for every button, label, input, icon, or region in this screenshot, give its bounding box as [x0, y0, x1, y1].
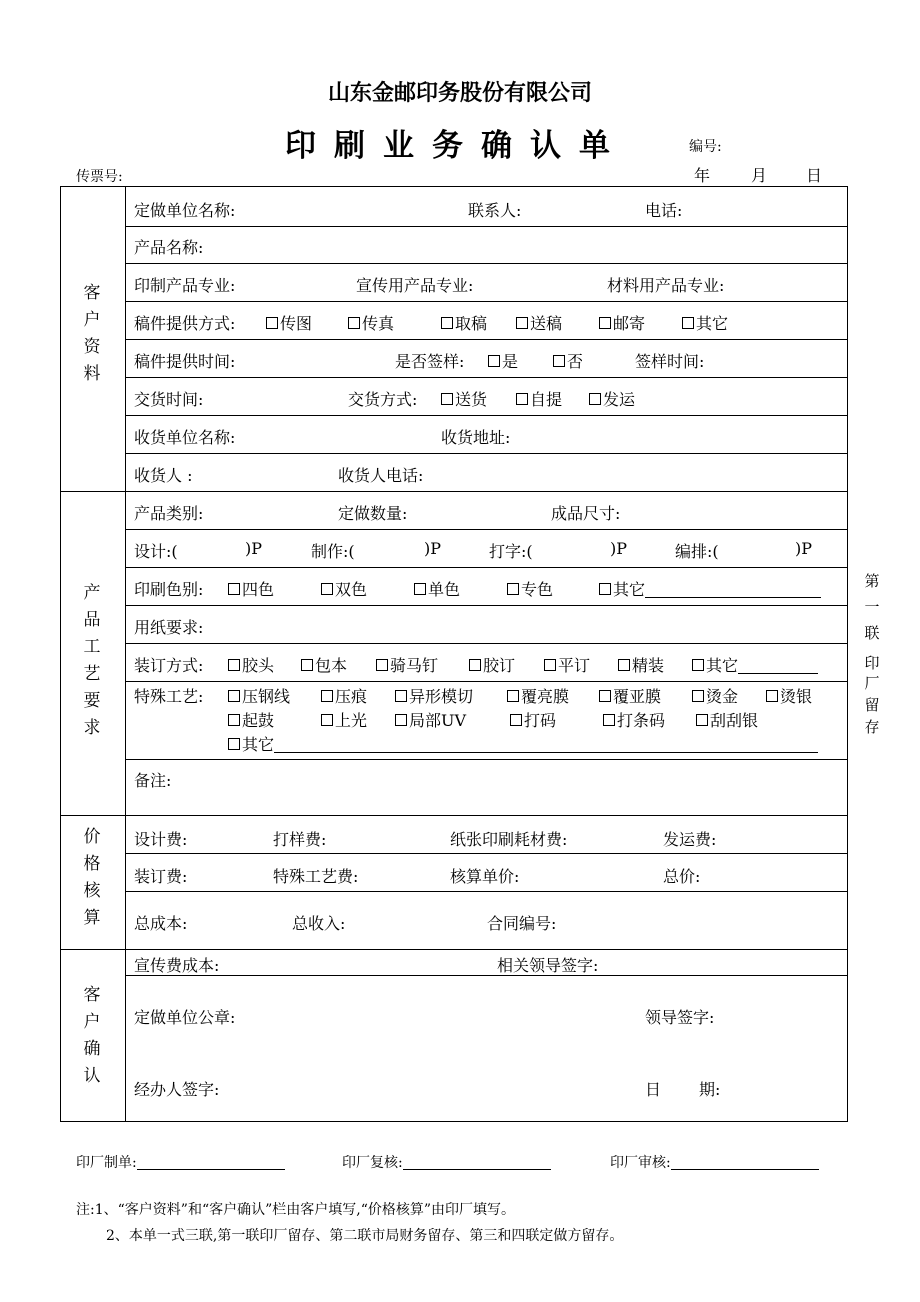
- label-total-price: 总价:: [663, 867, 701, 886]
- option-label: 局部UV: [409, 711, 467, 730]
- row-line: [125, 975, 848, 976]
- fill-line: [274, 736, 818, 753]
- footer-note-1: 注:1、“客户资料”和“客户确认”栏由客户填写,“价格核算”由印厂填写。: [76, 1202, 516, 1218]
- side-note-5: 留: [864, 696, 880, 714]
- checkbox-delivery-2[interactable]: [589, 387, 635, 410]
- serial-label: 编号:: [689, 139, 722, 155]
- label-unit-seal: 定做单位公章:: [134, 1008, 236, 1027]
- p-suffix: )P: [795, 539, 813, 558]
- p-suffix: )P: [610, 539, 628, 558]
- checkbox-special-2[interactable]: [395, 684, 473, 707]
- fill-line: [738, 657, 818, 674]
- option-label: 打条码: [617, 711, 666, 730]
- label-layout: 编排:(: [675, 542, 719, 561]
- option-label: 压痕: [335, 687, 368, 706]
- footer-maker-label: 印厂制单:: [76, 1155, 137, 1171]
- checkbox-icon: [441, 393, 453, 405]
- checkbox-color-2[interactable]: [414, 577, 460, 600]
- label-ship-fee: 发运费:: [663, 830, 717, 849]
- option-label: 胶头: [242, 656, 275, 675]
- option-label: 胶订: [483, 656, 516, 675]
- signature-line: [137, 1153, 285, 1170]
- checkbox-color-1[interactable]: [321, 577, 367, 600]
- checkbox-icon: [510, 714, 522, 726]
- checkbox-icon: [395, 690, 407, 702]
- checkbox-icon: [321, 690, 333, 702]
- checkbox-icon: [228, 583, 240, 595]
- checkbox-draft-2[interactable]: [441, 311, 487, 334]
- option-label: 平订: [558, 656, 591, 675]
- footer-reviewer: [342, 1152, 551, 1172]
- label-date-day: 日: [645, 1080, 662, 1099]
- label-draft-method: 稿件提供方式:: [134, 314, 236, 333]
- option-label: 包本: [315, 656, 348, 675]
- side-note-3: 印: [864, 654, 880, 672]
- label-contact: 联系人:: [468, 201, 522, 220]
- label-receiver: 收货人 :: [134, 466, 193, 485]
- signature-line: [403, 1153, 551, 1170]
- checkbox-special-9[interactable]: [395, 708, 466, 731]
- section-line: [60, 949, 848, 950]
- checkbox-color-4[interactable]: [599, 577, 821, 600]
- section-divider: [125, 186, 126, 1122]
- option-label: 打码: [524, 711, 557, 730]
- section-price-calc: 价格核算: [83, 827, 101, 928]
- option-label: 烫金: [706, 687, 739, 706]
- checkbox-icon: [441, 317, 453, 329]
- label-category: 产品类别:: [134, 504, 204, 523]
- checkbox-icon: [692, 659, 704, 671]
- checkbox-icon: [228, 714, 240, 726]
- label-date-period: 期:: [699, 1080, 721, 1099]
- side-note-6: 存: [864, 718, 880, 736]
- label-draft-time: 稿件提供时间:: [134, 352, 236, 371]
- option-label: 其它: [613, 580, 646, 599]
- checkbox-special-12[interactable]: [696, 708, 758, 731]
- checkbox-icon: [682, 317, 694, 329]
- checkbox-binding-0[interactable]: [228, 653, 274, 676]
- checkbox-icon: [507, 583, 519, 595]
- option-label: 传图: [280, 314, 313, 333]
- company-name: 山东金邮印务股份有限公司: [327, 81, 592, 106]
- label-receiver-address: 收货地址:: [441, 428, 511, 447]
- row-line: [125, 529, 848, 530]
- checkbox-icon: [589, 393, 601, 405]
- row-line: [125, 453, 848, 454]
- checkbox-binding-5[interactable]: [618, 653, 664, 676]
- checkbox-icon: [228, 690, 240, 702]
- label-material-product: 材料用产品专业:: [607, 276, 725, 295]
- label-design-fee: 设计费:: [134, 830, 188, 849]
- checkbox-icon: [544, 659, 556, 671]
- option-label: 异形模切: [409, 687, 474, 706]
- checkbox-icon: [766, 690, 778, 702]
- checkbox-icon: [228, 659, 240, 671]
- checkbox-special-10[interactable]: [510, 708, 556, 731]
- option-label: 骑马钉: [390, 656, 439, 675]
- form-title: 印刷业务确认单: [285, 128, 628, 164]
- row-line: [125, 853, 848, 854]
- option-label: 传真: [362, 314, 395, 333]
- label-contract-no: 合同编号:: [487, 914, 557, 933]
- side-note-2: 联: [864, 624, 880, 642]
- label-binding-fee: 装订费:: [134, 867, 188, 886]
- checkbox-icon: [599, 317, 611, 329]
- checkbox-special-4[interactable]: [599, 684, 661, 707]
- row-line: [125, 263, 848, 264]
- checkbox-sample-yes[interactable]: [488, 349, 518, 372]
- row-line: [125, 681, 848, 682]
- label-delivery-method: 交货方式:: [348, 390, 418, 409]
- label-delivery-time: 交货时间:: [134, 390, 204, 409]
- label-quantity: 定做数量:: [338, 504, 408, 523]
- option-label: 覆亮膜: [521, 687, 570, 706]
- checkbox-icon: [507, 690, 519, 702]
- checkbox-icon: [516, 317, 528, 329]
- option-label: 自提: [530, 390, 563, 409]
- label-promo-product: 宣传用产品专业:: [356, 276, 474, 295]
- checkbox-icon: [376, 659, 388, 671]
- checkbox-icon: [266, 317, 278, 329]
- label-unit-price: 核算单价:: [450, 867, 520, 886]
- option-label: 发运: [603, 390, 636, 409]
- option-label: 取稿: [455, 314, 488, 333]
- checkbox-binding-2[interactable]: [376, 653, 438, 676]
- checkbox-icon: [469, 659, 481, 671]
- checkbox-binding-3[interactable]: [469, 653, 515, 676]
- checkbox-color-0[interactable]: [228, 577, 274, 600]
- label-paper-fee: 纸张印刷耗材费:: [450, 830, 568, 849]
- label-unit-name: 定做单位名称:: [134, 201, 236, 220]
- checkbox-icon: [228, 738, 240, 750]
- checkbox-icon: [321, 583, 333, 595]
- checkbox-special-8[interactable]: [321, 708, 367, 731]
- signature-line: [671, 1153, 819, 1170]
- footer-maker: [76, 1152, 285, 1172]
- row-line: [125, 643, 848, 644]
- checkbox-icon: [414, 583, 426, 595]
- label-total-cost: 总成本:: [134, 914, 188, 933]
- label-phone: 电话:: [645, 201, 683, 220]
- section-line: [60, 491, 848, 492]
- option-label: 压钢线: [242, 687, 291, 706]
- label-paper: 用纸要求:: [134, 618, 204, 637]
- option-label: 覆亚膜: [613, 687, 662, 706]
- checkbox-icon: [553, 355, 565, 367]
- side-note-1: 一: [864, 598, 880, 616]
- row-line: [125, 301, 848, 302]
- p-suffix: )P: [245, 539, 263, 558]
- footer-reviewer-label: 印厂复核:: [342, 1155, 403, 1171]
- option-label: 其它: [706, 656, 739, 675]
- label-handler-sign: 经办人签字:: [134, 1080, 220, 1099]
- date-month: 月: [751, 166, 768, 185]
- footer-auditor-label: 印厂审核:: [610, 1155, 671, 1171]
- checkbox-special-5[interactable]: [692, 684, 738, 707]
- row-line: [125, 567, 848, 568]
- side-note-0: 第: [864, 572, 880, 590]
- option-label: 否: [567, 352, 584, 371]
- label-remark: 备注:: [134, 771, 172, 790]
- label-product-name: 产品名称:: [134, 238, 204, 257]
- checkbox-icon: [516, 393, 528, 405]
- row-line: [125, 891, 848, 892]
- section-customer-info: 客户资料: [83, 283, 101, 384]
- label-binding: 装订方式:: [134, 656, 204, 675]
- label-leader-sign-related: 相关领导签字:: [497, 956, 599, 975]
- label-typing: 打字:(: [489, 542, 533, 561]
- date-day: 日: [806, 166, 823, 185]
- option-label: 烫银: [780, 687, 813, 706]
- row-line: [125, 377, 848, 378]
- option-label: 单色: [428, 580, 461, 599]
- option-label: 其它: [696, 314, 729, 333]
- side-note-4: 厂: [864, 674, 880, 692]
- label-total-income: 总收入:: [292, 914, 346, 933]
- label-design: 设计:(: [134, 542, 178, 561]
- checkbox-icon: [618, 659, 630, 671]
- option-label: 双色: [335, 580, 368, 599]
- row-line: [125, 339, 848, 340]
- checkbox-icon: [301, 659, 313, 671]
- checkbox-delivery-0[interactable]: [441, 387, 487, 410]
- checkbox-special-6[interactable]: [766, 684, 812, 707]
- checkbox-draft-1[interactable]: [348, 311, 394, 334]
- checkbox-special-1[interactable]: [321, 684, 367, 707]
- option-label: 起鼓: [242, 711, 275, 730]
- label-color: 印刷色别:: [134, 580, 204, 599]
- checkbox-icon: [692, 690, 704, 702]
- section-customer-confirm: 客户确认: [83, 985, 101, 1086]
- checkbox-draft-3[interactable]: [516, 311, 562, 334]
- label-leader-sign: 领导签字:: [645, 1008, 715, 1027]
- checkbox-sample-no[interactable]: [553, 349, 583, 372]
- row-line: [125, 415, 848, 416]
- checkbox-special-11[interactable]: [603, 708, 665, 731]
- checkbox-icon: [599, 690, 611, 702]
- ticket-label: 传票号:: [76, 169, 123, 185]
- row-line: [125, 605, 848, 606]
- checkbox-icon: [348, 317, 360, 329]
- checkbox-binding-1[interactable]: [301, 653, 347, 676]
- checkbox-special-7[interactable]: [228, 708, 274, 731]
- checkbox-binding-6[interactable]: [692, 653, 818, 676]
- option-label: 专色: [521, 580, 554, 599]
- checkbox-draft-0[interactable]: [266, 311, 312, 334]
- checkbox-special-other[interactable]: [228, 732, 818, 755]
- label-make: 制作:(: [311, 542, 355, 561]
- checkbox-special-0[interactable]: [228, 684, 290, 707]
- row-line: [125, 759, 848, 760]
- option-label: 其它: [242, 735, 275, 754]
- option-label: 精装: [632, 656, 665, 675]
- option-label: 送货: [455, 390, 488, 409]
- option-label: 刮刮银: [710, 711, 759, 730]
- checkbox-icon: [696, 714, 708, 726]
- row-line: [125, 226, 848, 227]
- fill-line: [645, 581, 821, 598]
- label-promo-cost: 宣传费成本:: [134, 956, 220, 975]
- option-label: 邮寄: [613, 314, 646, 333]
- option-label: 送稿: [530, 314, 563, 333]
- date-year: 年: [694, 166, 711, 185]
- option-label: 四色: [242, 580, 275, 599]
- checkbox-icon: [488, 355, 500, 367]
- label-sample-time: 签样时间:: [635, 352, 705, 371]
- checkbox-icon: [603, 714, 615, 726]
- section-line: [60, 815, 848, 816]
- label-print-product: 印制产品专业:: [134, 276, 236, 295]
- label-special: 特殊工艺:: [134, 687, 204, 706]
- p-suffix: )P: [424, 539, 442, 558]
- label-receiver-unit: 收货单位名称:: [134, 428, 236, 447]
- label-size: 成品尺寸:: [551, 504, 621, 523]
- footer-auditor: [610, 1152, 819, 1172]
- checkbox-binding-4[interactable]: [544, 653, 590, 676]
- option-label: 是: [502, 352, 519, 371]
- section-product-process: 产品工艺要求: [83, 583, 101, 738]
- option-label: 上光: [335, 711, 368, 730]
- checkbox-color-3[interactable]: [507, 577, 553, 600]
- checkbox-icon: [395, 714, 407, 726]
- checkbox-delivery-1[interactable]: [516, 387, 562, 410]
- checkbox-draft-5[interactable]: [682, 311, 728, 334]
- label-special-fee: 特殊工艺费:: [273, 867, 359, 886]
- checkbox-draft-4[interactable]: [599, 311, 645, 334]
- label-proof-fee: 打样费:: [273, 830, 327, 849]
- footer-note-2: 2、本单一式三联,第一联印厂留存、第二联市局财务留存、第三和四联定做方留存。: [106, 1228, 624, 1244]
- label-receiver-phone: 收货人电话:: [338, 466, 424, 485]
- checkbox-icon: [321, 714, 333, 726]
- checkbox-special-3[interactable]: [507, 684, 569, 707]
- checkbox-icon: [599, 583, 611, 595]
- label-sample-sign: 是否签样:: [395, 352, 465, 371]
